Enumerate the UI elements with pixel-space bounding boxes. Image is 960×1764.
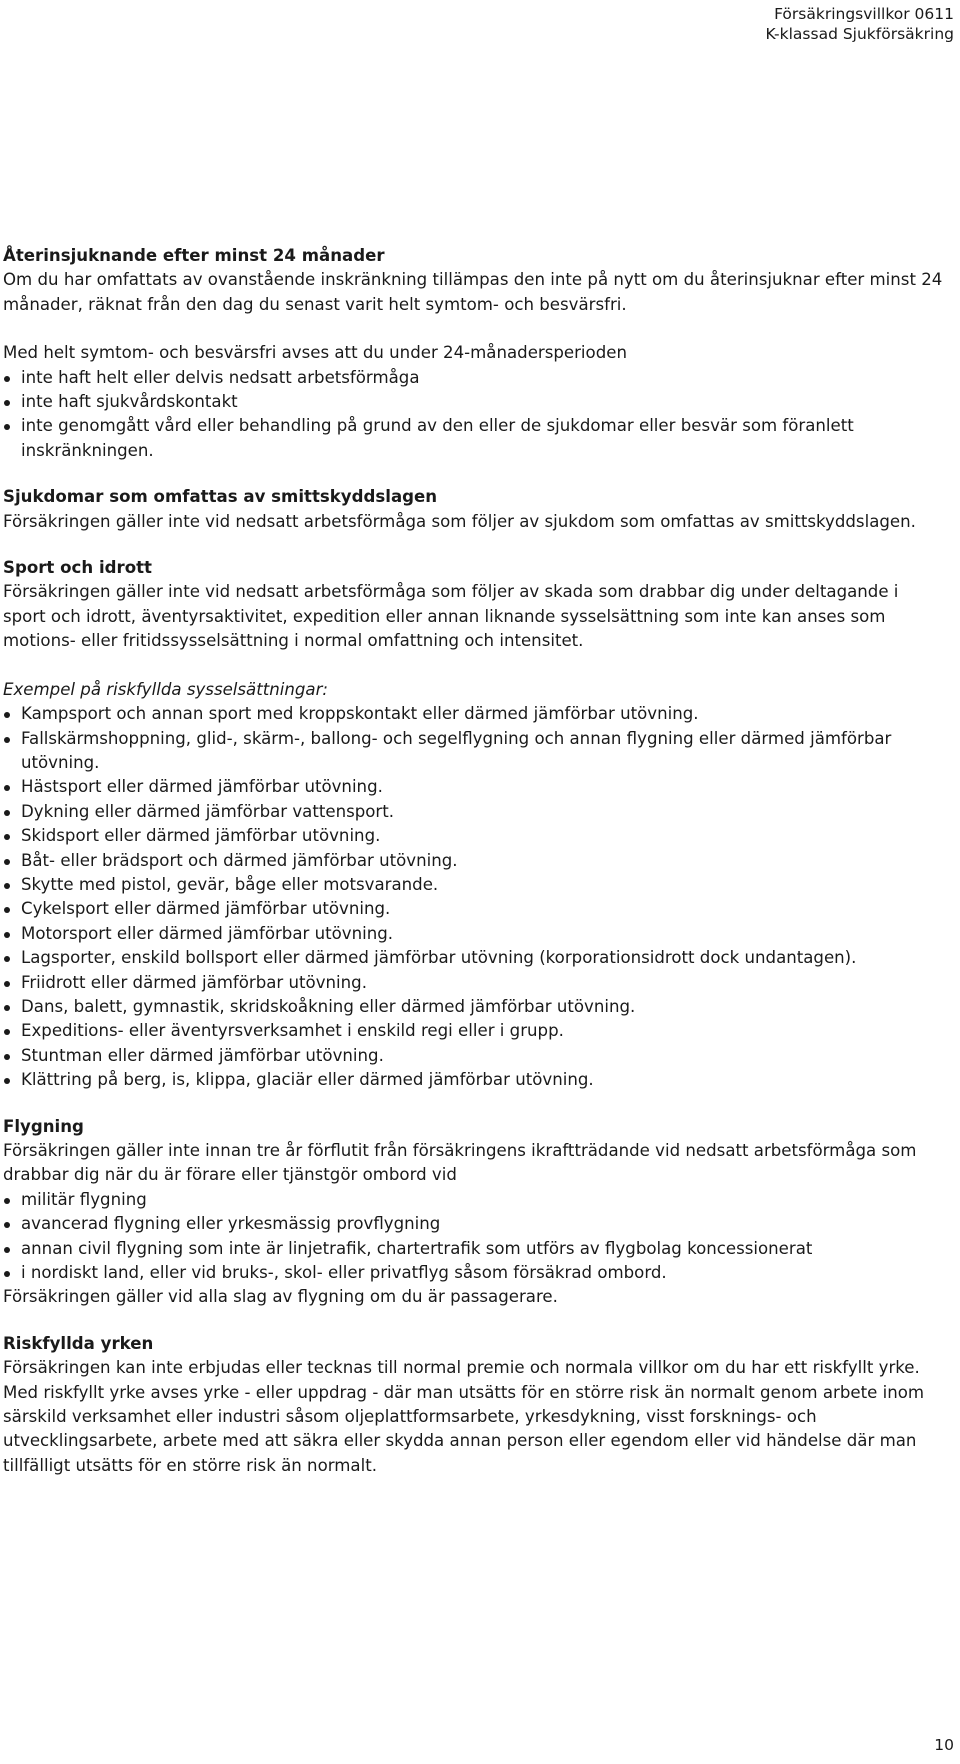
list-item: annan civil flygning som inte är linjetrafik, chartertrafik som utförs av flygbolag koncessionerat — [3, 1237, 943, 1261]
document-subtitle: K-klassad Sjukförsäkring — [765, 25, 954, 43]
list-item: inte genomgått vård eller behandling på grund av den eller de sjukdomar eller besvär som föranlett inskränkningen. — [3, 414, 943, 463]
examples-label: Exempel på riskfyllda sysselsättningar: — [3, 679, 328, 699]
section-text: Försäkringen gäller inte innan tre år förflutit från försäkringens ikraftträdande vid nedsatt arbetsförmåga som drabbar dig när du är förare eller tjänstgör ombord vid — [3, 1141, 917, 1185]
section-text: Försäkringen gäller inte vid nedsatt arbetsförmåga som följer av sjukdom som omfattas av smittskyddslagen. — [3, 511, 916, 531]
page-header — [766, 4, 954, 44]
section-text: Försäkringen gäller inte vid nedsatt arbetsförmåga som följer av skada som drabbar dig under deltagande i sport och idrott, äventyrsaktivitet, expedition eller annan liknande sysselsättning som inte kan anses som motions- eller fritidssysselsättning i normal omfattning och intensitet. — [3, 582, 899, 651]
section-reinsjuknande — [3, 244, 943, 317]
section-riskyrken — [3, 1332, 943, 1478]
section-heading: Riskfyllda yrken — [3, 1333, 154, 1353]
list-item: Dans, balett, gymnastik, skridskoåkning eller därmed jämförbar utövning. — [3, 995, 943, 1019]
document-body — [3, 244, 943, 1502]
bullet-list — [3, 702, 943, 1093]
list-item: Friidrott eller därmed jämförbar utövning. — [3, 971, 943, 995]
list-item: Lagsporter, enskild bollsport eller därmed jämförbar utövning (korporationsidrott dock undantagen). — [3, 946, 943, 970]
list-item: inte haft helt eller delvis nedsatt arbetsförmåga — [3, 366, 943, 390]
section-exempel — [3, 678, 943, 1093]
section-heading: Sjukdomar som omfattas av smittskyddslagen — [3, 487, 438, 507]
list-item: i nordiskt land, eller vid bruks-, skol- eller privatflyg såsom försäkrad ombord. — [3, 1261, 943, 1285]
section-heading: Flygning — [3, 1116, 84, 1136]
document-title: Försäkringsvillkor 0611 — [774, 5, 954, 23]
list-item: militär flygning — [3, 1188, 943, 1212]
section-intro: Med helt symtom- och besvärsfri avses att du under 24-månadersperioden — [3, 343, 627, 363]
section-text: Försäkringen kan inte erbjudas eller tecknas till normal premie och normala villkor om du har ett riskfyllt yrke. Med riskfyllt yrke avses yrke - eller uppdrag - där man utsätts för en större risk än normalt genom arbete inom särskild verksamhet eller industri såsom oljeplattformsarbete, yrkesdykning, visst forsknings- och utvecklingsarbete, arbete med att säkra eller skydda annan person eller egendom eller vid händelse där man tillfälligt utsätts för en större risk än normalt. — [3, 1358, 925, 1475]
list-item: Cykelsport eller därmed jämförbar utövning. — [3, 897, 943, 921]
list-item: Båt- eller brädsport och därmed jämförbar utövning. — [3, 849, 943, 873]
list-item: Dykning eller därmed jämförbar vattensport. — [3, 800, 943, 824]
list-item: Hästsport eller därmed jämförbar utövning. — [3, 775, 943, 799]
list-item: inte haft sjukvårdskontakt — [3, 390, 943, 414]
list-item: Skytte med pistol, gevär, båge eller motsvarande. — [3, 873, 943, 897]
section-heading: Sport och idrott — [3, 558, 152, 578]
section-closing: Försäkringen gäller vid alla slag av flygning om du är passagerare. — [3, 1287, 558, 1307]
bullet-list — [3, 1188, 943, 1286]
list-item: Expeditions- eller äventyrsverksamhet i enskild regi eller i grupp. — [3, 1019, 943, 1043]
section-smittskydd — [3, 485, 943, 534]
list-item: Kampsport och annan sport med kroppskontakt eller därmed jämförbar utövning. — [3, 702, 943, 726]
section-heading: Återinsjuknande efter minst 24 månader — [3, 246, 385, 265]
list-item: Skidsport eller därmed jämförbar utövning. — [3, 824, 943, 848]
list-item: Stuntman eller därmed jämförbar utövning. — [3, 1044, 943, 1068]
list-item: Klättring på berg, is, klippa, glaciär eller därmed jämförbar utövning. — [3, 1068, 943, 1092]
list-item: Fallskärmshoppning, glid-, skärm-, ballong- och segelflygning och annan flygning eller därmed jämförbar utövning. — [3, 727, 943, 776]
section-flygning — [3, 1115, 943, 1310]
section-text: Om du har omfattats av ovanstående inskränkning tillämpas den inte på nytt om du återinsjuknar efter minst 24 månader, räknat från den dag du senast varit helt symtom- och besvärsfri. — [3, 270, 943, 314]
bullet-list — [3, 366, 943, 464]
section-sport — [3, 556, 943, 654]
list-item: avancerad flygning eller yrkesmässig provflygning — [3, 1212, 943, 1236]
page-number: 10 — [934, 1736, 954, 1754]
section-symptomfri — [3, 341, 943, 463]
list-item: Motorsport eller därmed jämförbar utövning. — [3, 922, 943, 946]
